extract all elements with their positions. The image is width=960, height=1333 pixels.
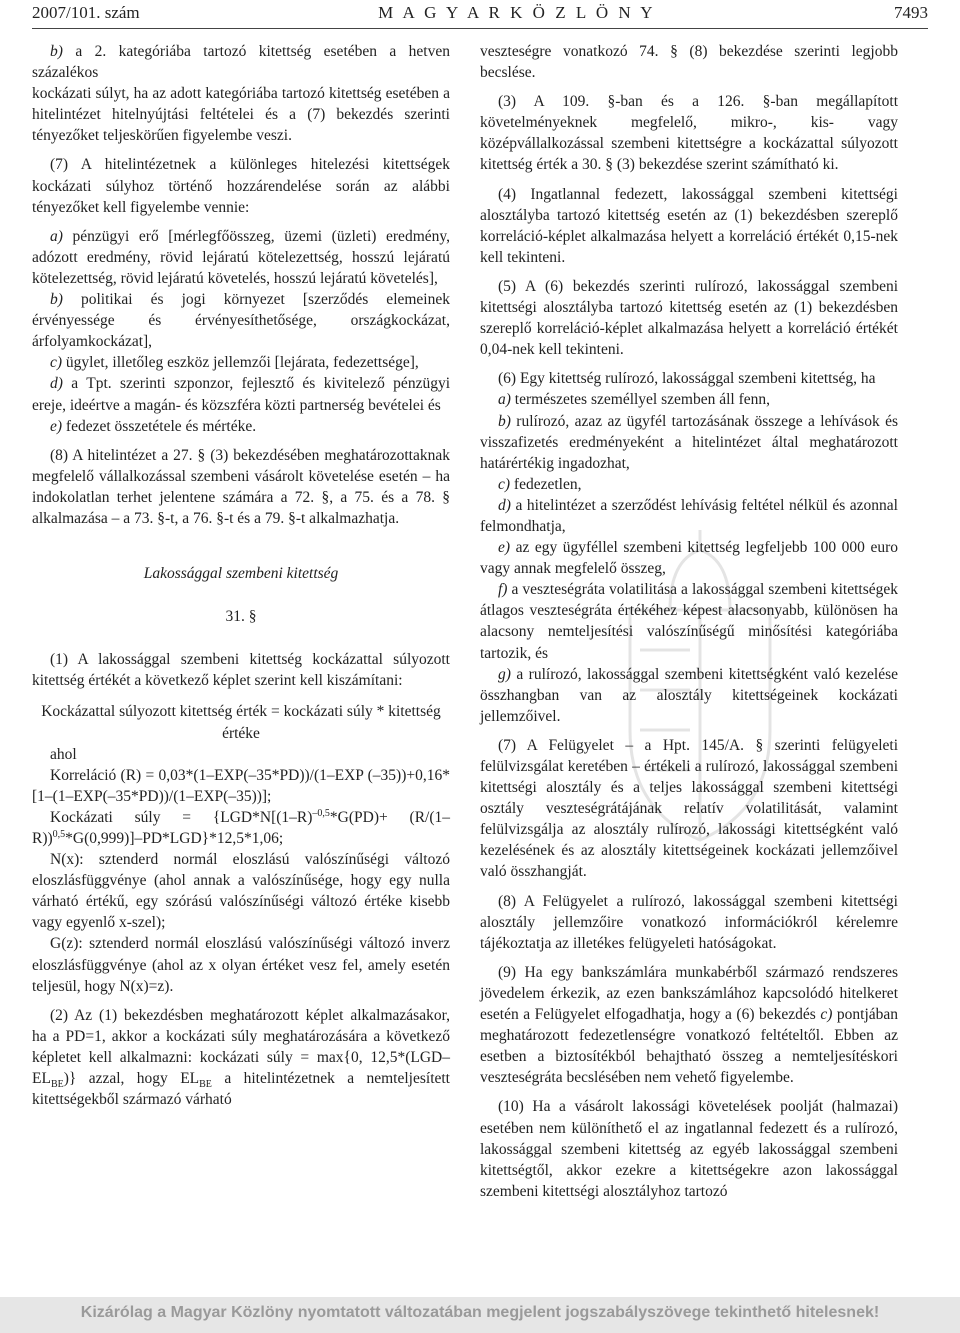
list-item-c: c) fedezetlen,: [498, 475, 582, 493]
list-item-d: d) a Tpt. szerinti szponzor, fejlesztő és kivitelező pénzügyi ereje, ideértve a magán- és közszféra közti partnerség bevételei és: [32, 375, 450, 414]
list-label: b): [50, 43, 63, 60]
page-number: 7493: [893, 3, 928, 22]
paragraph-b: b) a 2. kategóriába tartozó kitettség esetében a hetven százalékos: [32, 43, 450, 82]
footer-disclaimer: Kizárólag a Magyar Közlöny nyomtatott változatában megjelent jogszabályszövege tekinthető hitelesnek!: [80, 1304, 880, 1321]
paragraph-7: (7) A Felügyelet – a Hpt. 145/A. § szerinti felügyeleti felülvizsgálat keretében – értékeli a rulírozó, lakossággal szembeni kitettségi alosztály és a teljes lakossággal szembeni kitettségi osztály veszteségrátájának relatív volatilitását, valamint felülvizsgálja az alosztály rulírozó, lakossági kitettségként való kezelésének és az alosztály kitettségeinek kockázati jellemzőivel való összhangját.: [480, 736, 898, 881]
list-item-g: g) a rulírozó, lakossággal szembeni kitettségként való kezelése összhangban van az alosztály kitettségeinek kockázati jellemzőivel.: [480, 665, 898, 725]
issue-number: 2007/101. szám: [32, 3, 140, 22]
formula-ahol: ahol: [50, 745, 77, 763]
paragraph-8: (8) A Felügyelet a rulírozó, lakossággal szembeni kitettségi alosztály jellemzőire vonatkozó információkról kérelemre tájékoztatja az illetékes felügyeleti hatóságokat.: [480, 892, 898, 952]
paragraph-7: (7) A hitelintézetnek a különleges hitelezési kitettségek kockázati súlyhoz történő hozzárendelése során az alábbi tényezőket kell figyelembe vennie:: [32, 156, 450, 216]
right-column: [480, 41, 898, 1210]
formula-main: Kockázattal súlyozott kitettség érték = kockázati súly * kitettség értéke: [41, 703, 441, 742]
formula-risk-weight: Kockázati súly = $\{LGD*N[(1-R)^{-0,5}*G(PD)+ (R/(1-R))^{0,5}*G(0,999)]-PD*LGD\}*12,5*1,06$;: [32, 807, 451, 847]
journal-title: M A G Y A R K Ö Z L Ö N Y: [378, 3, 656, 22]
paragraph-5: (5) A (6) bekezdés szerinti rulírozó, lakossággal szembeni kitettségi alosztályba tartozó kitettség esetén az (1) bekezdésben szereplő korreláció-képlet alkalmazása helyett a korreláció értékét 0,04-nek kell tekinteni.: [480, 277, 898, 359]
list-item-b: b) rulírozó, azaz az ügyfél tartozásának összege a lehívások és visszafizetés eredményeként a hitelintézet által meghatározott határértékig ingadozhat,: [480, 412, 898, 472]
left-column: [32, 41, 450, 1118]
paragraph-b-cont: kockázati súlyt, ha az adott kategóriába tartozó kitettség esetében a hitelintézet hitelnyújtási feltételei és a (7) bekezdés szerinti tényezőket teljeskörűen figyelembe veszi.: [32, 85, 450, 145]
paragraph-2-cont: veszteségre vonatkozó 74. § (8) bekezdése szerinti legjobb becslése.: [480, 43, 898, 82]
list-item-a: a) természetes személlyel szemben áll fenn,: [498, 391, 771, 409]
definition-gz: G(z): sztenderd normál eloszlású valószínűségi változó inverz eloszlásfüggvénye (ahol az x olyan értéket vesz fel, amely esetén teljesül, hogy N(x)=z).: [32, 935, 450, 995]
list-item-e: e) az egy ügyféllel szembeni kitettség legfeljebb 100 000 euro vagy annak megfelelő összeg,: [480, 539, 898, 578]
paragraph-6: (6) Egy kitettség rulírozó, lakossággal szembeni kitettség, ha: [498, 370, 876, 388]
paragraph-8: (8) A hitelintézet a 27. § (3) bekezdésében meghatározottaknak megfelelő vállalkozással szembeni vásárolt követelése esetén – ha indokolatlan terhet jelentene számára a 72. §, a 75. és a 78. § alkalmazása – a 73. §-t, a 76. §-t és a 79. §-t alkalmazhatja.: [32, 446, 450, 527]
list-item-b: b) politikai és jogi környezet [szerződés elemeinek érvényessége és érvényesíthetősége, országkockázat, árfolyamkockázat],: [32, 291, 450, 351]
page-header: [32, 3, 928, 25]
paragraph-10: (10) Ha a vásárolt lakossági követelések poolját (halmazai) esetében nem különíthető el az ingatlannal fedezett és a rulírozó, lakossággal szembeni kitettség az egyéb lakossággal szembeni kitettségtől, akkor ezekre a kitettségekre azon lakossággal szembeni kitettségi alosztályhoz tartozó: [480, 1098, 898, 1200]
list-item-d: d) a hitelintézet a szerződést lehívásig feltétel nélkül és azonnal felmondhatja,: [480, 496, 898, 535]
list-item-e: e) fedezet összetétele és mértéke.: [50, 417, 257, 435]
paragraph-9: (9) Ha egy bankszámlára munkabérből származó rendszeres jövedelem érkezik, az ezen bankszámlához kapcsolódó hitelkeret esetén a Felügyelet elfogadhatja, hogy a (6) bekezdés c) pontjában meghatározott fedezetlenségre vonatkozó feltételtől. Ebben az esetben a biztosítékból behajtható összeg a nemteljesítéskori veszteségráta becslésében nem vehető figyelembe.: [480, 963, 899, 1087]
section-31-paragraph-2: (2) Az (1) bekezdésben meghatározott képlet alkalmazásakor, ha a PD=1, akkor a kockázati súly meghatározására a következő képletet kell alkalmazni: kockázati súly = max{0, $12,5*(LGD-EL_{BE})$} azzal, hogy $EL_{BE}$ a hitelintézetnek a nemteljesített kitettségekből származó várható: [32, 1006, 450, 1109]
paragraph-4: (4) Ingatlannal fedezett, lakossággal szembeni kitettségi alosztályba tartozó kitettség esetén az (1) bekezdésben szereplő korreláció-képlet alkalmazása helyett a korreláció értékét 0,15-nek kell tekinteni.: [480, 185, 898, 266]
list-item-a: a) pénzügyi erő [mérlegfőösszeg, üzemi (üzleti) eredmény, adózott eredmény, rövid lejáratú kötelezettség, hosszú lejáratú kötelezettség, rövid lejáratú követelés, hosszú lejáratú követelés],: [32, 227, 450, 287]
list-item-c: c) ügylet, illetőleg eszköz jellemzői [lejárata, fedezettsége],: [50, 354, 419, 372]
formula-correlation: Korreláció (R) = 0,03*(1–EXP(–35*PD))/(1–EXP (–35))+0,16*[1–(1–EXP(–35*PD))/(1–EXP(–35))];: [32, 766, 450, 805]
section-title: Lakossággal szembeni kitettség: [143, 565, 339, 583]
list-item-f: f) a veszteségráta volatilitása a lakossággal szembeni kitettségek átlagos veszteségráta értékéhez képest alacsonyabb, különösen ha alacsony nemteljesítési valószínűségű minősítési kategóriába tartozik, és: [480, 581, 898, 662]
section-31-paragraph-1: (1) A lakossággal szembeni kitettség kockázattal súlyozott kitettség értékét a következő képlet szerint kell kiszámítani:: [32, 651, 450, 690]
definition-nx: N(x): sztenderd normál eloszlású valószínűségi változó eloszlásfüggvénye (ahol annak a valószínűsége, hogy egy nulla várható értékű, egy szórású valószínűségi változó értéke kisebb vagy egyenlő x-szel);: [32, 851, 450, 932]
header-rule: [32, 28, 928, 29]
section-number: 31. §: [225, 608, 257, 626]
paragraph-3: (3) A 109. §-ban és a 126. §-ban megállapított követelményeknek megfelelő, mikro-, kis- vagy középvállalkozással szembeni kitettségre a kockázattal súlyozott kitettség érték a 30. § (3) bekezdése szerint számítható ki.: [480, 93, 898, 174]
